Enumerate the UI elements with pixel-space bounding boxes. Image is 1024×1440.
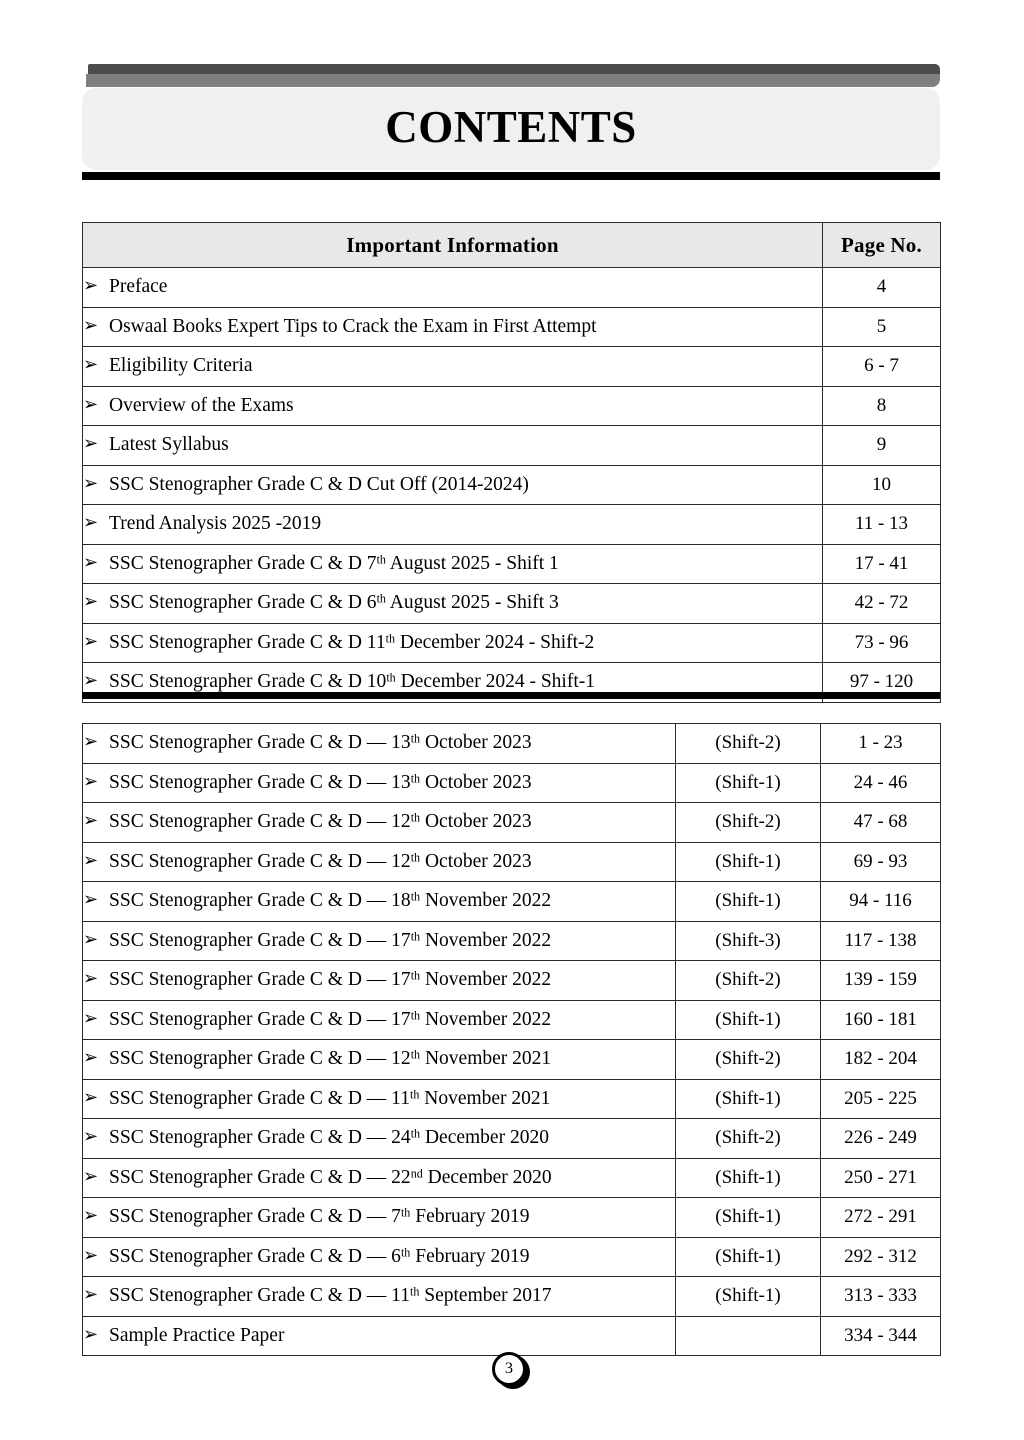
paper-item-page: 205 - 225 (821, 1079, 941, 1119)
table-row (83, 426, 941, 466)
content-item-title (83, 505, 823, 545)
paper-item-title (83, 1237, 676, 1277)
paper-item-page: 292 - 312 (821, 1237, 941, 1277)
paper-item-page: 182 - 204 (821, 1040, 941, 1080)
arrow-bullet-icon: ➢ (83, 314, 99, 336)
banner-bottom-rule (82, 172, 940, 180)
table-row (83, 1000, 941, 1040)
paper-item-label: SSC Stenographer Grade C & D — 24th December 2020 (109, 1126, 549, 1149)
arrow-bullet-icon: ➢ (83, 354, 99, 376)
table-row (83, 961, 941, 1001)
paper-item-title (83, 842, 676, 882)
paper-item-label: SSC Stenographer Grade C & D — 11th November 2021 (109, 1087, 551, 1109)
paper-item-shift: (Shift-2) (676, 803, 821, 843)
section-divider-rule (82, 692, 940, 699)
paper-item-shift: (Shift-1) (676, 763, 821, 803)
paper-item-shift: (Shift-2) (676, 724, 821, 764)
paper-item-shift: (Shift-1) (676, 1079, 821, 1119)
paper-item-page: 334 - 344 (821, 1316, 941, 1356)
content-item-title (83, 544, 823, 584)
paper-item-title (83, 882, 676, 922)
table-row (83, 763, 941, 803)
paper-item-label: SSC Stenographer Grade C & D — 12th October 2023 (109, 850, 532, 872)
table-row (83, 584, 941, 624)
table-two-body (83, 724, 941, 1356)
important-information-table (82, 222, 941, 703)
paper-item-title (83, 803, 676, 843)
content-item-label: SSC Stenographer Grade C & D 10th December 2024 - Shift-1 (109, 670, 595, 693)
column-header-important-information: Important Information (83, 223, 823, 268)
paper-item-title (83, 724, 676, 764)
paper-item-label: SSC Stenographer Grade C & D — 17th November 2022 (109, 968, 552, 991)
paper-item-page: 272 - 291 (821, 1198, 941, 1238)
paper-item-label: SSC Stenographer Grade C & D — 22nd December 2020 (109, 1166, 552, 1188)
content-item-page: 17 - 41 (823, 544, 941, 584)
arrow-bullet-icon: ➢ (83, 928, 99, 950)
paper-item-title (83, 1277, 676, 1317)
banner-body (82, 88, 940, 170)
table-row (83, 544, 941, 584)
paper-item-label: SSC Stenographer Grade C & D — 17th November 2022 (109, 929, 552, 951)
paper-item-label: SSC Stenographer Grade C & D — 18th November 2022 (109, 889, 552, 912)
arrow-bullet-icon: ➢ (83, 393, 99, 415)
content-item-title (83, 386, 823, 426)
content-item-title (83, 623, 823, 663)
paper-item-page: 226 - 249 (821, 1119, 941, 1159)
folio-number: 3 (492, 1352, 526, 1386)
paper-item-title (83, 1119, 676, 1159)
solved-papers-table (82, 723, 941, 1356)
paper-item-title (83, 1000, 676, 1040)
content-item-page: 4 (823, 268, 941, 308)
table-row (83, 1158, 941, 1198)
paper-item-label: SSC Stenographer Grade C & D — 13th October 2023 (109, 731, 532, 754)
content-item-label: Trend Analysis 2025 -2019 (109, 513, 322, 535)
content-item-title (83, 426, 823, 466)
banner-top-bar-mid (86, 74, 940, 87)
arrow-bullet-icon: ➢ (83, 1126, 99, 1148)
paper-item-label: SSC Stenographer Grade C & D — 12th November 2021 (109, 1047, 552, 1070)
banner-top-bar-dark (88, 64, 940, 74)
paper-item-shift: (Shift-1) (676, 882, 821, 922)
table-one-body (83, 268, 941, 703)
paper-item-shift: (Shift-2) (676, 1119, 821, 1159)
paper-item-shift: (Shift-1) (676, 1198, 821, 1238)
paper-item-title (83, 961, 676, 1001)
arrow-bullet-icon: ➢ (83, 810, 99, 832)
paper-item-label: SSC Stenographer Grade C & D — 11th September 2017 (109, 1284, 552, 1307)
table-row (83, 724, 941, 764)
paper-item-shift: (Shift-3) (676, 921, 821, 961)
table-row (83, 386, 941, 426)
paper-item-page: 313 - 333 (821, 1277, 941, 1317)
arrow-bullet-icon: ➢ (83, 731, 99, 753)
arrow-bullet-icon: ➢ (83, 1284, 99, 1306)
arrow-bullet-icon: ➢ (83, 968, 99, 990)
paper-item-label: SSC Stenographer Grade C & D — 17th November 2022 (109, 1008, 552, 1030)
content-item-label: SSC Stenographer Grade C & D 11th December 2024 - Shift-2 (109, 631, 595, 653)
table-row (83, 1040, 941, 1080)
arrow-bullet-icon: ➢ (83, 1007, 99, 1029)
paper-item-label: SSC Stenographer Grade C & D — 7th February 2019 (109, 1205, 530, 1228)
content-item-title (83, 347, 823, 387)
content-item-label: SSC Stenographer Grade C & D Cut Off (2014-2024) (109, 473, 529, 495)
arrow-bullet-icon: ➢ (83, 1047, 99, 1069)
arrow-bullet-icon: ➢ (83, 770, 99, 792)
content-item-page: 42 - 72 (823, 584, 941, 624)
arrow-bullet-icon: ➢ (83, 472, 99, 494)
content-item-page: 8 (823, 386, 941, 426)
arrow-bullet-icon: ➢ (83, 1244, 99, 1266)
table-header-row (83, 223, 941, 268)
arrow-bullet-icon: ➢ (83, 275, 99, 297)
paper-item-shift: (Shift-2) (676, 961, 821, 1001)
table-row (83, 268, 941, 308)
paper-item-title (83, 1040, 676, 1080)
table-row (83, 842, 941, 882)
arrow-bullet-icon: ➢ (83, 551, 99, 573)
content-item-label: Latest Syllabus (109, 434, 229, 456)
page-title: CONTENTS (385, 101, 637, 152)
paper-item-label: Sample Practice Paper (109, 1324, 285, 1346)
paper-item-shift: (Shift-1) (676, 842, 821, 882)
paper-item-shift: (Shift-1) (676, 1277, 821, 1317)
arrow-bullet-icon: ➢ (83, 1086, 99, 1108)
table-row (83, 1198, 941, 1238)
paper-item-shift (676, 1316, 821, 1356)
arrow-bullet-icon: ➢ (83, 591, 99, 613)
table-row (83, 623, 941, 663)
paper-item-label: SSC Stenographer Grade C & D — 6th February 2019 (109, 1245, 530, 1267)
arrow-bullet-icon: ➢ (83, 512, 99, 534)
page-header-banner (82, 64, 940, 180)
paper-item-shift: (Shift-1) (676, 1000, 821, 1040)
paper-item-page: 94 - 116 (821, 882, 941, 922)
content-item-page: 6 - 7 (823, 347, 941, 387)
paper-item-label: SSC Stenographer Grade C & D — 13th October 2023 (109, 771, 532, 793)
table-row (83, 882, 941, 922)
table-row (83, 1316, 941, 1356)
paper-item-page: 160 - 181 (821, 1000, 941, 1040)
paper-item-title (83, 1079, 676, 1119)
table-row (83, 1237, 941, 1277)
paper-item-shift: (Shift-1) (676, 1158, 821, 1198)
arrow-bullet-icon: ➢ (83, 1165, 99, 1187)
arrow-bullet-icon: ➢ (83, 889, 99, 911)
arrow-bullet-icon: ➢ (83, 433, 99, 455)
content-item-label: Eligibility Criteria (109, 355, 253, 377)
table-row (83, 465, 941, 505)
paper-item-page: 24 - 46 (821, 763, 941, 803)
table-row (83, 505, 941, 545)
arrow-bullet-icon: ➢ (83, 670, 99, 692)
table-row (83, 1119, 941, 1159)
content-item-label: SSC Stenographer Grade C & D 7th August 2025 - Shift 1 (109, 552, 559, 574)
table-row (83, 347, 941, 387)
paper-item-page: 139 - 159 (821, 961, 941, 1001)
column-header-page-no: Page No. (823, 223, 941, 268)
content-item-page: 97 - 120 (823, 663, 941, 703)
paper-item-label: SSC Stenographer Grade C & D — 12th October 2023 (109, 810, 532, 833)
paper-item-shift: (Shift-1) (676, 1237, 821, 1277)
content-item-page: 10 (823, 465, 941, 505)
table-row (83, 921, 941, 961)
table-row (83, 803, 941, 843)
content-item-page: 73 - 96 (823, 623, 941, 663)
content-item-label: Overview of the Exams (109, 394, 294, 416)
paper-item-title (83, 921, 676, 961)
table-row (83, 307, 941, 347)
page-folio (492, 1352, 532, 1392)
content-item-page: 11 - 13 (823, 505, 941, 545)
table-row (83, 1277, 941, 1317)
paper-item-title (83, 1158, 676, 1198)
paper-item-title (83, 1316, 676, 1356)
table-row (83, 1079, 941, 1119)
content-item-label: Oswaal Books Expert Tips to Crack the Exam in First Attempt (109, 315, 597, 337)
paper-item-title (83, 763, 676, 803)
arrow-bullet-icon: ➢ (83, 1205, 99, 1227)
paper-item-page: 1 - 23 (821, 724, 941, 764)
content-item-page: 5 (823, 307, 941, 347)
paper-item-page: 117 - 138 (821, 921, 941, 961)
content-item-title (83, 465, 823, 505)
arrow-bullet-icon: ➢ (83, 630, 99, 652)
paper-item-page: 47 - 68 (821, 803, 941, 843)
paper-item-shift: (Shift-2) (676, 1040, 821, 1080)
content-item-title (83, 584, 823, 624)
paper-item-title (83, 1198, 676, 1238)
content-item-title (83, 307, 823, 347)
content-item-title (83, 268, 823, 308)
arrow-bullet-icon: ➢ (83, 849, 99, 871)
paper-item-page: 69 - 93 (821, 842, 941, 882)
content-item-label: Preface (109, 276, 168, 298)
paper-item-page: 250 - 271 (821, 1158, 941, 1198)
arrow-bullet-icon: ➢ (83, 1323, 99, 1345)
content-item-page: 9 (823, 426, 941, 466)
content-item-label: SSC Stenographer Grade C & D 6th August 2025 - Shift 3 (109, 591, 559, 614)
